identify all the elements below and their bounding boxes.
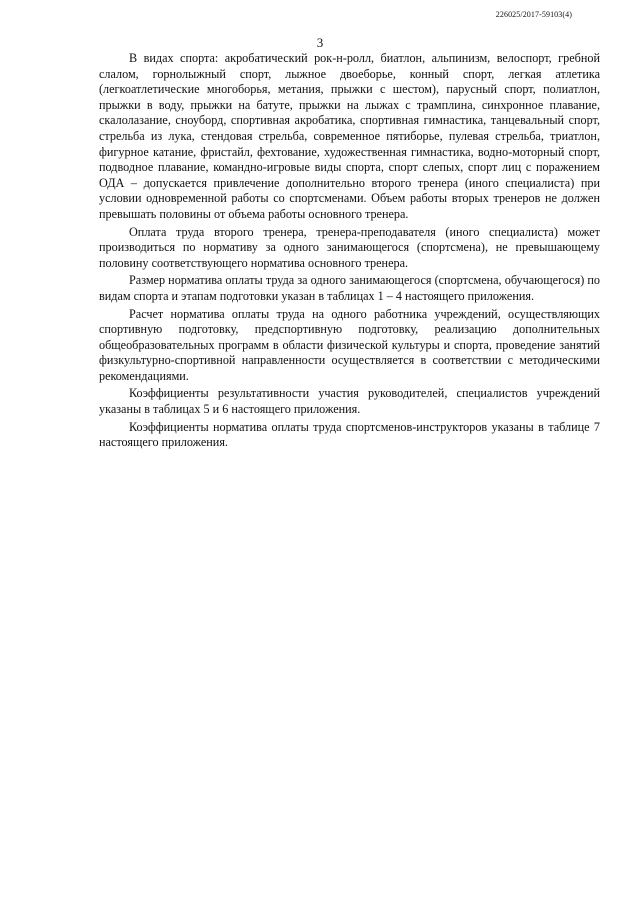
paragraph-sports-list: В видах спорта: акробатический рок-н-ролл, биатлон, альпинизм, велоспорт, гребной слалом, горнолыжный спорт, лыжное двоеборье, конный спорт, легкая атлетика (легкоатлетические многоборья, метания, прыжки с шестом), парусный спорт, полиатлон, прыжки в воду, прыжки на батуте, прыжки на лыжах с трамплина, синхронное плавание, скалолазание, сноуборд, спортивная акробатика, спортивная гимнастика, танцевальный спорт, стрельба из лука, стендовая стрельба, современное пятиборье, пулевая стрельба, триатлон, фигурное катание, фристайл, фехтование, художественная гимнастика, водно-моторный спорт, подводное плавание, командно-игровые виды спорта, спорт слепых, спорт лиц с поражением ОДА – допускается привлечение дополнительно второго тренера (иного специалиста) при условии одновременной работы со спортсменами. Объем работы вторых тренеров не должен превышать половины от объема работы основного тренера. [99,51,600,221]
paragraph-instructor-coefficients: Коэффициенты норматива оплаты труда спортсменов-инструкторов указаны в таблице 7 настоящего приложения. [99,419,600,450]
document-body [99,51,600,453]
paragraph-norm-calculation: Расчет норматива оплаты труда на одного работника учреждений, осуществляющих спортивную подготовку, предспортивную подготовку, реализацию дополнительных общеобразовательных программ в области физической культуры и спорта, проведение занятий физкультурно-спортивной направленности осуществляется в соответствии с методическими рекомендациями. [99,306,600,383]
paragraph-second-coach-pay: Оплата труда второго тренера, тренера-преподавателя (иного специалиста) может производиться по нормативу за одного занимающегося (спортсмена), не превышающему половину соответствующего норматива основного тренера. [99,224,600,270]
document-id: 226025/2017-59103(4) [495,10,572,19]
paragraph-performance-coefficients: Коэффициенты результативности участия руководителей, специалистов учреждений указаны в таблицах 5 и 6 настоящего приложения. [99,386,600,417]
paragraph-pay-norm-size: Размер норматива оплаты труда за одного занимающегося (спортсмена, обучающегося) по видам спорта и этапам подготовки указан в таблицах 1 – 4 настоящего приложения. [99,273,600,303]
page-number: 3 [316,35,324,50]
